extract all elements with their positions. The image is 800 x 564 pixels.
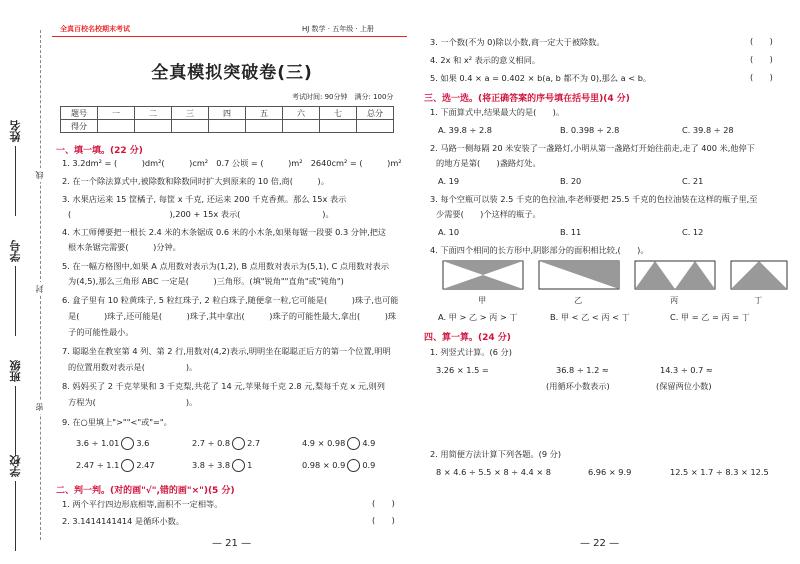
compare-circle[interactable]: [232, 437, 245, 450]
question-1-6a: 6. 盒子里有 10 粒黄珠子, 5 粒红珠子, 2 粒白珠子,随便拿一粒,它可能是( )珠子,也可能: [62, 295, 399, 305]
compare-item: 3.6 ÷ 1.01 3.6: [76, 438, 150, 448]
answer-paren[interactable]: ( ): [750, 72, 773, 82]
page-title: 全真模拟突破卷(三): [151, 63, 313, 83]
score-cell: 得分: [61, 120, 98, 133]
score-cell: 五: [246, 107, 283, 120]
score-input[interactable]: [172, 120, 209, 133]
question-1-2: 2. 在一个除法算式中,被除数和除数同时扩大到原来的 10 倍,商( )。: [62, 176, 329, 186]
binding-tag-secret: 密: [34, 400, 46, 414]
score-input[interactable]: [283, 120, 320, 133]
choice-1: 1. 下面算式中,结果最大的是( )。: [430, 107, 565, 117]
calc-1-heading: 1. 列竖式计算。(6 分): [430, 347, 512, 357]
compare-circle[interactable]: [347, 459, 360, 472]
binding-strip: [0, 0, 52, 564]
score-cell: 一: [98, 107, 135, 120]
compare-item: 2.7 ÷ 0.8 2.7: [192, 438, 261, 448]
score-cell: 七: [320, 107, 357, 120]
answer-paren[interactable]: ( ): [750, 36, 773, 46]
score-cell: 题号: [61, 107, 98, 120]
compare-circle[interactable]: [232, 459, 245, 472]
score-cell: 总分: [357, 107, 394, 120]
shape-label-ding: 丁: [754, 295, 763, 305]
question-1-8b: 方程为( )。: [68, 397, 198, 407]
calc-2a: 8 × 4.6 ÷ 5.5 × 8 ÷ 4.4 × 8: [436, 467, 552, 477]
score-cell: 六: [283, 107, 320, 120]
compare-circle[interactable]: [347, 437, 360, 450]
question-1-9: 9. 在○里填上">""<"或"="。: [62, 417, 172, 427]
compare-item: 2.47 ÷ 1.1 2.47: [76, 460, 155, 470]
calc-2-heading: 2. 用简便方法计算下列各题。(9 分): [430, 449, 562, 459]
choice-4-option-b[interactable]: B. 甲 < 乙 < 丙 < 丁: [550, 312, 630, 322]
rectangle-yi-figure: [538, 260, 620, 290]
compare-item: 3.8 ÷ 3.8 1: [192, 460, 253, 470]
question-1-5b: 为(4,5),那么三角形 ABC 一定是( )三角形。(填"锐角""直角"或"钝角"): [68, 276, 344, 286]
binding-tag-seal: 封: [34, 282, 46, 296]
shape-label-bing: 丙: [670, 295, 679, 305]
question-1-5a: 5. 在一幅方格图中,如果 A 点用数对表示为(1,2), B 点用数对表示为(5,1), C 点用数对表示: [62, 261, 390, 271]
choice-2a: 2. 马路一侧每隔 20 米安装了一盏路灯,小明从第一盏路灯开始往前走,走了 400 米,他停下: [430, 143, 755, 153]
choice-2b: 的地方是第( )盏路灯处。: [436, 158, 541, 168]
question-1-7b: 的位置用数对表示是( )。: [68, 362, 198, 372]
question-1-4a: 4. 木工师傅要把一根长 2.4 米的木条锯成 0.6 米的小木条,如果每锯一段要 0.3 分钟,把这: [62, 227, 387, 237]
calc-1c: 14.3 ÷ 0.7 ≈: [660, 365, 713, 375]
score-cell: 四: [209, 107, 246, 120]
compare-item: 0.98 × 0.9 0.9: [302, 460, 376, 470]
binding-tag-line: 线: [34, 168, 46, 182]
question-1-8a: 8. 妈妈买了 2 千克苹果和 3 千克梨,共花了 14 元,苹果每千克 2.8 元,梨每千克 x 元,则列: [62, 381, 385, 391]
grade-info: HJ 数学 · 五年级 · 上册: [302, 25, 374, 33]
compare-circle[interactable]: [121, 459, 134, 472]
score-input[interactable]: [209, 120, 246, 133]
question-1-7a: 7. 聪聪坐在教室第 4 列、第 2 行,用数对(4,2)表示,明明坐在聪聪正后方的第一个位置,明明: [62, 346, 391, 356]
shape-label-jia: 甲: [478, 295, 487, 305]
choice-3-option-a[interactable]: A. 10: [438, 227, 460, 237]
name-field[interactable]: 姓名: [8, 120, 24, 216]
calc-1b-note: (用循环小数表示): [546, 381, 610, 391]
choice-3b: 少需要( )个这样的瓶子。: [436, 209, 541, 219]
score-cell: 二: [135, 107, 172, 120]
question-1-3a: 3. 水果店运来 15 筐橘子, 每筐 x 千克, 还运来 200 千克香蕉。那么 15x 表示: [62, 194, 347, 204]
compare-item: 4.9 × 0.98 4.9: [302, 438, 376, 448]
calc-1c-note: (保留两位小数): [656, 381, 712, 391]
calc-2c: 12.5 × 1.7 ÷ 8.3 × 12.5: [670, 467, 769, 477]
choice-2-option-c[interactable]: C. 21: [682, 176, 704, 186]
score-input[interactable]: [320, 120, 357, 133]
class-field[interactable]: 班级: [8, 360, 24, 456]
answer-paren[interactable]: ( ): [372, 515, 395, 525]
score-input[interactable]: [135, 120, 172, 133]
choice-2-option-a[interactable]: A. 19: [438, 176, 460, 186]
right-page: [420, 0, 790, 564]
section-1-heading: 一、填一填。(22 分): [56, 146, 143, 156]
choice-3-option-c[interactable]: C. 12: [682, 227, 704, 237]
calc-1b: 36.8 ÷ 1.2 ≈: [556, 365, 609, 375]
section-2-heading: 二、判一判。(对的画"√",错的画"×")(5 分): [56, 486, 235, 496]
choice-1-option-b[interactable]: B. 0.398 ÷ 2.8: [560, 125, 620, 135]
compare-circle[interactable]: [121, 437, 134, 450]
choice-1-option-c[interactable]: C. 39.8 ÷ 28: [682, 125, 734, 135]
score-input[interactable]: [246, 120, 283, 133]
choice-4-option-a[interactable]: A. 甲 > 乙 > 丙 > 丁: [438, 312, 518, 322]
score-table-score-row: [61, 120, 394, 133]
rectangle-jia-figure: [442, 260, 524, 290]
choice-3-option-b[interactable]: B. 11: [560, 227, 582, 237]
page-number: — 22 —: [580, 538, 620, 549]
judge-2: 2. 3.1414141414 是循环小数。: [62, 516, 185, 526]
page-number: — 21 —: [212, 538, 252, 549]
score-table-header-row: [61, 107, 394, 120]
series-label: 全真百校名校期末考试: [60, 25, 130, 33]
section-4-heading: 四、算一算。(24 分): [424, 333, 511, 343]
choice-4: 4. 下面四个相同的长方形中,阴影部分的面积相比较,( )。: [430, 245, 649, 255]
question-1-6c: 子的可能性最小。: [68, 327, 134, 337]
question-1-4b: 根木条锯完需要( )分钟。: [68, 242, 181, 252]
left-page: [52, 0, 407, 564]
choice-2-option-b[interactable]: B. 20: [560, 176, 582, 186]
score-cell: 三: [172, 107, 209, 120]
section-3-heading: 三、选一选。(将正确答案的序号填在括号里)(4 分): [424, 94, 630, 104]
question-1-6b: 是( )珠子,还可能是( )珠子,其中拿出( )珠子的可能性最大,拿出( )珠: [68, 311, 397, 321]
score-table: [60, 106, 394, 133]
choice-4-option-c[interactable]: C. 甲 = 乙 = 丙 = 丁: [670, 312, 750, 322]
answer-paren[interactable]: ( ): [750, 54, 773, 64]
judge-3: 3. 一个数(不为 0)除以小数,商一定大于被除数。: [430, 37, 605, 47]
judge-1: 1. 两个平行四边形底相等,面积不一定相等。: [62, 499, 223, 509]
rectangle-bing-figure: [634, 260, 716, 290]
score-input[interactable]: [357, 120, 394, 133]
school-field[interactable]: 学校: [8, 455, 24, 551]
calc-1a: 3.26 × 1.5 =: [436, 365, 489, 375]
question-1-1: 1. 3.2dm² = ( )dm²( )cm² 0.7 公顷 = ( )m² 2640cm² = ( )m²: [62, 158, 402, 168]
number-field[interactable]: 学号: [8, 240, 24, 336]
choice-1-option-a[interactable]: A. 39.8 ÷ 2.8: [438, 125, 492, 135]
exam-info: 考试时间: 90分钟 满分: 100分: [292, 93, 394, 101]
score-input[interactable]: [98, 120, 135, 133]
rectangle-ding-figure: [730, 260, 788, 290]
judge-5: 5. 如果 0.4 × a = 0.402 × b(a, b 都不为 0),那么 a < b。: [430, 73, 652, 83]
calc-2b: 6.96 × 9.9: [588, 467, 632, 477]
choice-3a: 3. 每个空瓶可以装 2.5 千克的色拉油,李老师要把 25.5 千克的色拉油装在这样的瓶子里,至: [430, 194, 758, 204]
judge-4: 4. 2x 和 x² 表示的意义相同。: [430, 55, 541, 65]
shape-label-yi: 乙: [574, 295, 583, 305]
answer-paren[interactable]: ( ): [372, 498, 395, 508]
question-1-3b: ( ),200 + 15x 表示( )。: [68, 209, 334, 219]
header-rule: [52, 36, 407, 37]
